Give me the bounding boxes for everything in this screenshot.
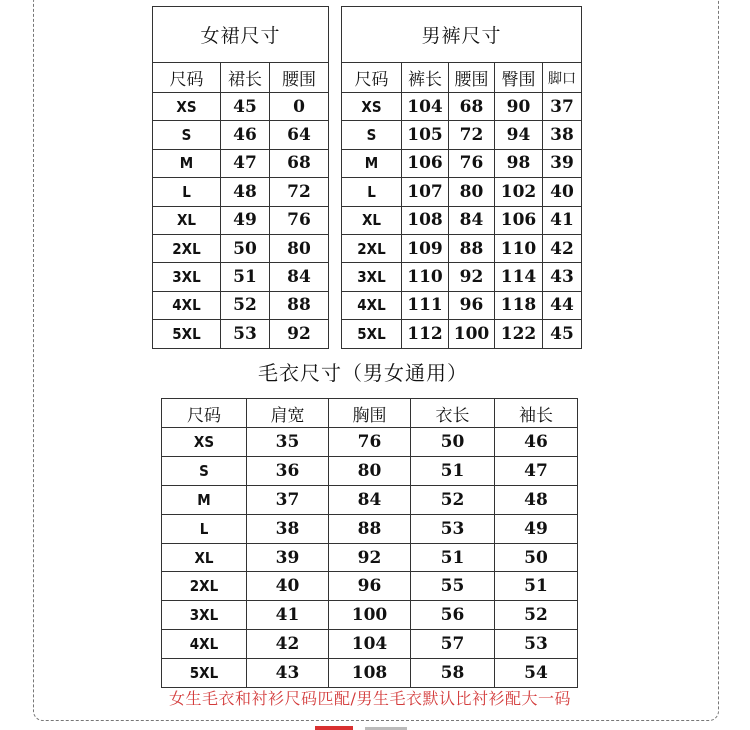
skirt-size-table <box>152 6 329 349</box>
size-label-cell: 5XL <box>162 659 247 688</box>
table-cell: 50 <box>221 234 270 262</box>
size-label-cell: 5XL <box>153 320 221 348</box>
table-row <box>162 456 578 485</box>
table-cell: 37 <box>543 93 582 121</box>
table-cell: 44 <box>543 291 582 319</box>
table-row <box>153 121 329 149</box>
size-label-cell: S <box>342 121 402 149</box>
table-cell: 105 <box>402 121 449 149</box>
table-cell: 57 <box>411 630 495 659</box>
size-label-cell: XS <box>153 93 221 121</box>
size-label-cell: XL <box>342 206 402 234</box>
header-cell: 尺码 <box>162 399 247 428</box>
table-cell: 80 <box>270 234 329 262</box>
table-cell: 106 <box>495 206 543 234</box>
size-label-cell: 2XL <box>162 572 247 601</box>
size-label-cell: XS <box>162 428 247 457</box>
size-label-cell: XL <box>162 543 247 572</box>
table-cell: 42 <box>543 234 582 262</box>
table-cell: 52 <box>411 485 495 514</box>
skirt-table-title: 女裙尺寸 <box>153 7 329 63</box>
table-row <box>153 206 329 234</box>
table-row <box>162 572 578 601</box>
table-cell: 68 <box>449 93 495 121</box>
header-cell: 臀围 <box>495 63 543 93</box>
size-label-cell: 2XL <box>342 234 402 262</box>
table-cell: 102 <box>495 178 543 206</box>
table-row <box>153 234 329 262</box>
table-cell: 40 <box>247 572 329 601</box>
table-cell: 106 <box>402 149 449 177</box>
table-cell: 52 <box>495 601 578 630</box>
header-cell: 腰围 <box>270 63 329 93</box>
table-cell: 46 <box>495 428 578 457</box>
table-cell: 47 <box>495 456 578 485</box>
size-label-cell: S <box>162 456 247 485</box>
table-cell: 38 <box>543 121 582 149</box>
table-row <box>162 485 578 514</box>
header-cell: 裤长 <box>402 63 449 93</box>
table-row <box>342 320 582 348</box>
table-cell: 50 <box>411 428 495 457</box>
table-row <box>153 178 329 206</box>
size-label-cell: L <box>162 514 247 543</box>
table-row <box>153 93 329 121</box>
table-cell: 40 <box>543 178 582 206</box>
size-label-cell: S <box>153 121 221 149</box>
table-row <box>153 263 329 291</box>
table-cell: 96 <box>329 572 411 601</box>
table-cell: 53 <box>495 630 578 659</box>
table-cell: 51 <box>221 263 270 291</box>
table-cell: 0 <box>270 93 329 121</box>
table-cell: 104 <box>402 93 449 121</box>
table-cell: 88 <box>449 234 495 262</box>
size-note: 女生毛衣和衬衫尺码匹配/男生毛衣默认比衬衫配大一码 <box>169 689 571 708</box>
table-cell: 45 <box>221 93 270 121</box>
table-cell: 84 <box>449 206 495 234</box>
size-label-cell: 4XL <box>162 630 247 659</box>
table-cell: 122 <box>495 320 543 348</box>
table-cell: 55 <box>411 572 495 601</box>
table-cell: 38 <box>247 514 329 543</box>
size-label-cell: 3XL <box>342 263 402 291</box>
table-cell: 72 <box>270 178 329 206</box>
size-label-cell: 3XL <box>153 263 221 291</box>
table-cell: 35 <box>247 428 329 457</box>
table-cell: 100 <box>329 601 411 630</box>
table-cell: 39 <box>543 149 582 177</box>
table-cell: 110 <box>402 263 449 291</box>
table-cell: 96 <box>449 291 495 319</box>
table-cell: 84 <box>329 485 411 514</box>
table-cell: 84 <box>270 263 329 291</box>
table-cell: 109 <box>402 234 449 262</box>
header-cell: 胸围 <box>329 399 411 428</box>
table-row <box>342 178 582 206</box>
table-row <box>162 659 578 688</box>
table-cell: 46 <box>221 121 270 149</box>
table-cell: 88 <box>270 291 329 319</box>
table-row <box>153 149 329 177</box>
size-label-cell: L <box>342 178 402 206</box>
size-label-cell: XL <box>153 206 221 234</box>
table-cell: 43 <box>543 263 582 291</box>
size-label-cell: M <box>153 149 221 177</box>
table-cell: 58 <box>411 659 495 688</box>
sweater-table-title: 毛衣尺寸（男女通用） <box>258 361 468 385</box>
table-cell: 36 <box>247 456 329 485</box>
table-cell: 49 <box>221 206 270 234</box>
table-cell: 88 <box>329 514 411 543</box>
table-cell: 72 <box>449 121 495 149</box>
table-cell: 76 <box>329 428 411 457</box>
table-cell: 111 <box>402 291 449 319</box>
table-cell: 92 <box>329 543 411 572</box>
skirt-header-row <box>153 63 329 93</box>
table-row <box>162 428 578 457</box>
table-cell: 104 <box>329 630 411 659</box>
table-cell: 76 <box>449 149 495 177</box>
table-cell: 48 <box>221 178 270 206</box>
table-cell: 42 <box>247 630 329 659</box>
sweater-header-row <box>162 399 578 428</box>
table-row <box>342 206 582 234</box>
table-cell: 108 <box>329 659 411 688</box>
table-cell: 118 <box>495 291 543 319</box>
table-row <box>342 149 582 177</box>
table-cell: 108 <box>402 206 449 234</box>
pants-header-row <box>342 63 582 93</box>
table-cell: 54 <box>495 659 578 688</box>
table-cell: 52 <box>221 291 270 319</box>
table-cell: 114 <box>495 263 543 291</box>
table-cell: 50 <box>495 543 578 572</box>
table-row <box>342 93 582 121</box>
table-cell: 51 <box>495 572 578 601</box>
size-label-cell: M <box>162 485 247 514</box>
table-cell: 80 <box>329 456 411 485</box>
size-label-cell: L <box>153 178 221 206</box>
table-cell: 39 <box>247 543 329 572</box>
table-cell: 98 <box>495 149 543 177</box>
table-cell: 94 <box>495 121 543 149</box>
table-row <box>162 514 578 543</box>
table-cell: 51 <box>411 543 495 572</box>
table-cell: 53 <box>411 514 495 543</box>
table-cell: 64 <box>270 121 329 149</box>
table-row <box>153 291 329 319</box>
table-cell: 49 <box>495 514 578 543</box>
table-cell: 51 <box>411 456 495 485</box>
table-cell: 76 <box>270 206 329 234</box>
table-cell: 43 <box>247 659 329 688</box>
header-cell: 脚口 <box>543 63 582 93</box>
table-row <box>342 291 582 319</box>
header-cell: 腰围 <box>449 63 495 93</box>
table-cell: 37 <box>247 485 329 514</box>
table-row <box>342 234 582 262</box>
table-cell: 112 <box>402 320 449 348</box>
table-cell: 110 <box>495 234 543 262</box>
table-cell: 47 <box>221 149 270 177</box>
table-cell: 68 <box>270 149 329 177</box>
red-decoration <box>315 726 353 730</box>
pants-table-title: 男裤尺寸 <box>342 7 582 63</box>
table-cell: 48 <box>495 485 578 514</box>
header-cell: 尺码 <box>153 63 221 93</box>
sweater-size-table <box>161 398 578 688</box>
header-cell: 尺码 <box>342 63 402 93</box>
table-cell: 92 <box>449 263 495 291</box>
table-cell: 92 <box>270 320 329 348</box>
size-label-cell: 4XL <box>153 291 221 319</box>
table-cell: 100 <box>449 320 495 348</box>
table-cell: 107 <box>402 178 449 206</box>
table-row <box>342 263 582 291</box>
table-row <box>162 543 578 572</box>
size-label-cell: 2XL <box>153 234 221 262</box>
size-label-cell: 5XL <box>342 320 402 348</box>
table-row <box>342 121 582 149</box>
table-cell: 56 <box>411 601 495 630</box>
size-label-cell: M <box>342 149 402 177</box>
table-row <box>162 630 578 659</box>
table-cell: 90 <box>495 93 543 121</box>
table-cell: 45 <box>543 320 582 348</box>
pants-size-table <box>341 6 582 349</box>
table-cell: 41 <box>543 206 582 234</box>
table-cell: 41 <box>247 601 329 630</box>
header-cell: 肩宽 <box>247 399 329 428</box>
header-cell: 袖长 <box>495 399 578 428</box>
header-cell: 衣长 <box>411 399 495 428</box>
size-label-cell: XS <box>342 93 402 121</box>
size-label-cell: 4XL <box>342 291 402 319</box>
table-cell: 53 <box>221 320 270 348</box>
header-cell: 裙长 <box>221 63 270 93</box>
size-label-cell: 3XL <box>162 601 247 630</box>
table-cell: 80 <box>449 178 495 206</box>
table-row <box>162 601 578 630</box>
table-row <box>153 320 329 348</box>
